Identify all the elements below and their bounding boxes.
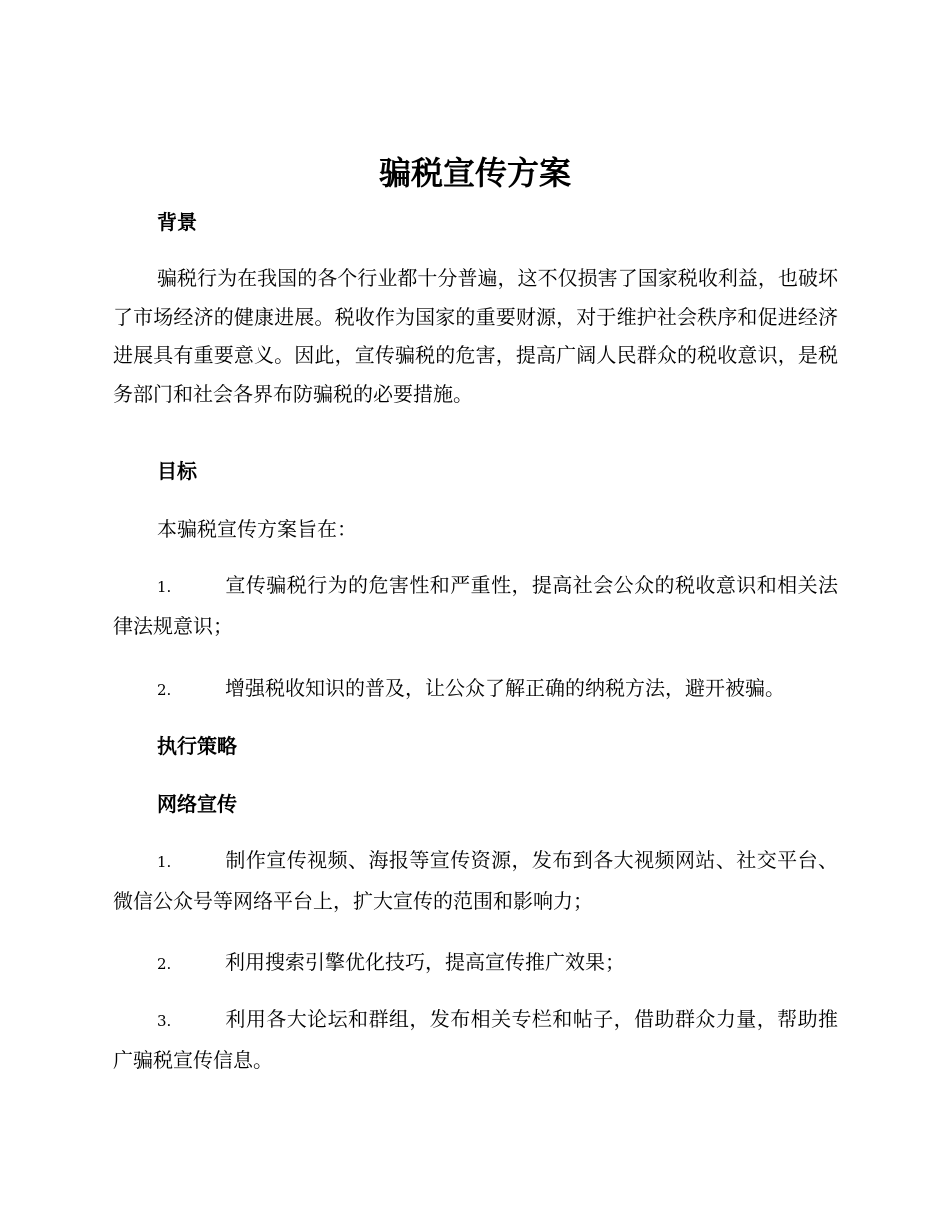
- goals-intro: 本骗税宣传方案旨在：: [157, 517, 357, 541]
- list-item-text: 宣传骗税行为的危害性和严重性，提高社会公众的税收意识和相关法律法规意识；: [113, 573, 838, 638]
- online-list-item: [113, 943, 838, 984]
- online-list-item: [113, 841, 838, 920]
- list-item-number: 2.: [157, 955, 172, 973]
- section-heading-online: 网络宣传: [157, 792, 237, 816]
- online-list-item: [113, 1000, 838, 1079]
- list-item-text: 利用搜索引擎优化技巧，提高宣传推广效果；: [225, 950, 625, 974]
- list-item-number: 3.: [157, 1012, 172, 1030]
- list-item-text: 增强税收知识的普及，让公众了解正确的纳税方法，避开被骗。: [225, 676, 785, 700]
- goals-list-item: [113, 669, 838, 710]
- list-item-number: 1.: [157, 578, 172, 596]
- section-heading-strategy: 执行策略: [157, 734, 237, 758]
- section-heading-goals: 目标: [157, 459, 197, 483]
- section-heading-background: 背景: [157, 210, 197, 234]
- list-item-text: 制作宣传视频、海报等宣传资源，发布到各大视频网站、社交平台、微信公众号等网络平台上，扩大宣传的范围和影响力；: [113, 848, 838, 913]
- list-item-text: 利用各大论坛和群组，发布相关专栏和帖子，借助群众力量，帮助推广骗税宣传信息。: [113, 1007, 838, 1072]
- background-paragraph: 骗税行为在我国的各个行业都十分普遍，这不仅损害了国家税收利益，也破坏了市场经济的健康进展。税收作为国家的重要财源，对于维护社会秩序和促进经济进展具有重要意义。因此，宣传骗税的危害，提高广阔人民群众的税收意识，是税务部门和社会各界布防骗税的必要措施。: [113, 266, 838, 407]
- list-item-number: 1.: [157, 853, 172, 871]
- list-item-number: 2.: [157, 681, 172, 699]
- document-title: 骗税宣传方案: [378, 154, 571, 192]
- goals-list-item: [113, 566, 838, 645]
